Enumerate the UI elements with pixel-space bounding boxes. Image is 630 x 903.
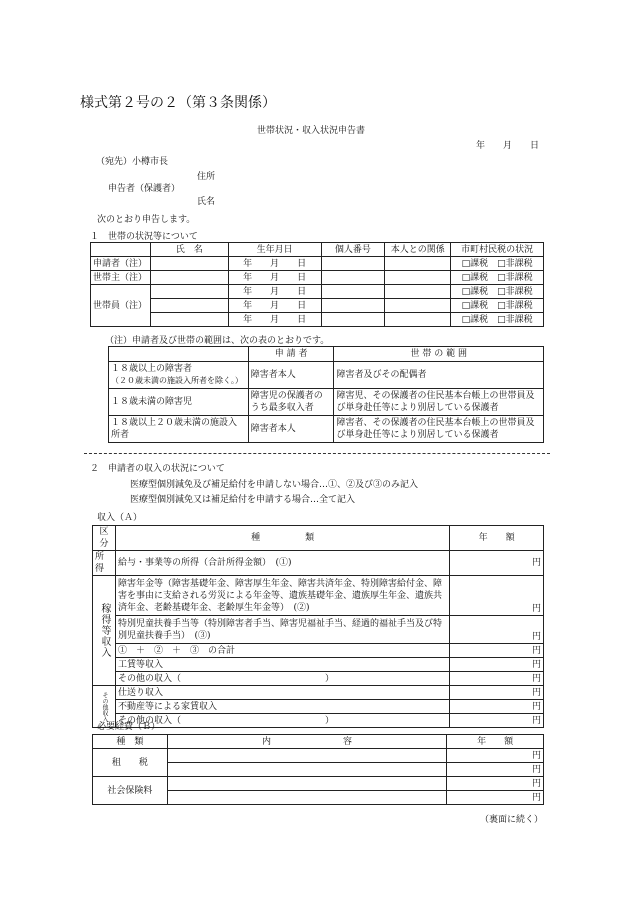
other-income-text: その他の収入（ ）: [115, 672, 449, 686]
shiokuri-text: 仕送り収入: [115, 686, 449, 700]
id-field[interactable]: [321, 271, 385, 285]
birthdate-field[interactable]: 年 月 日: [228, 299, 321, 313]
form-number: 様式第２号の２（第３条関係）: [80, 95, 276, 111]
birthdate-field[interactable]: 年 月 日: [228, 313, 321, 327]
amount-field[interactable]: 円: [447, 777, 544, 791]
tax-checkboxes[interactable]: □課税 □非課税: [451, 271, 544, 285]
document-title: 世帯状況・収入状況申告書: [257, 126, 366, 136]
date-line: 年 月 日: [476, 141, 540, 151]
intro-text: 次のとおり申告します。: [97, 215, 196, 225]
amount-field[interactable]: 円: [447, 763, 544, 777]
birthdate-field[interactable]: 年 月 日: [228, 271, 321, 285]
header-content: 内 容: [167, 735, 446, 749]
category-cell: １８歳未満の障害児: [109, 389, 249, 416]
header-kind: 種 類: [93, 735, 168, 749]
row-label: 申請者（注）: [91, 257, 151, 271]
amount-field[interactable]: 円: [450, 672, 544, 686]
tax-checkboxes[interactable]: □課税 □非課税: [451, 299, 544, 313]
relation-field[interactable]: [385, 299, 451, 313]
tax-checkboxes[interactable]: □課税 □非課税: [451, 257, 544, 271]
relation-field[interactable]: [385, 257, 451, 271]
household-table: [90, 242, 544, 327]
id-field[interactable]: [321, 285, 385, 299]
header-annual-amount: 年 額: [450, 526, 544, 551]
tax-label: 租 税: [93, 749, 168, 777]
allowance-text: 特別児童扶養手当等（特別障害者手当、障害児福祉手当、経過的福祉手当及び特別児童扶養手当） (③): [115, 616, 449, 644]
name-field[interactable]: [150, 285, 228, 299]
category-cell: [109, 362, 249, 389]
other-income-text: その他の収入（ ）: [115, 714, 449, 728]
income-table: [92, 525, 544, 728]
amount-field[interactable]: 円: [450, 658, 544, 672]
amount-field[interactable]: 円: [450, 551, 544, 576]
sonota-label: その他収入: [100, 691, 108, 722]
header-relation: 本人との関係: [385, 243, 451, 257]
name-field[interactable]: [150, 299, 228, 313]
id-field[interactable]: [321, 257, 385, 271]
tax-checkboxes[interactable]: □課税 □非課税: [451, 285, 544, 299]
header-name: 氏 名: [150, 243, 228, 257]
content-field[interactable]: [167, 749, 446, 763]
content-field[interactable]: [167, 777, 446, 791]
kasegi-label: 稼得等収入: [98, 603, 110, 658]
wage-text: 工賃等収入: [115, 658, 449, 672]
header-id-number: 個人番号: [321, 243, 385, 257]
content-field[interactable]: [167, 763, 446, 777]
header-scope: 世 帯 の 範 囲: [334, 347, 544, 362]
header-type: 種 類: [115, 526, 449, 551]
header-annual-amount: 年 額: [447, 735, 544, 749]
applicant-cell: 障害者本人: [248, 362, 334, 389]
amount-field[interactable]: 円: [450, 714, 544, 728]
amount-field[interactable]: 円: [447, 749, 544, 763]
continue-note: （裏面に続く）: [480, 815, 544, 825]
pension-text: 障害年金等（障害基礎年金、障害厚生年金、障害共済年金、特別障害給付金、障害を事由に支給される労災による年金等、遺族基礎年金、遺族厚生年金、遺族共済年金、老齢基礎年金、老齢厚生年金等） (②): [115, 576, 449, 616]
content-field[interactable]: [167, 791, 446, 805]
scope-cell: 障害児、その保護者の住民基本台帳上の世帯員及び単身赴任等により別居している保護者: [334, 389, 544, 416]
relation-field[interactable]: [385, 285, 451, 299]
name-field[interactable]: [150, 313, 228, 327]
name-field[interactable]: [150, 257, 228, 271]
income-caption: 収入（Ａ）: [97, 513, 143, 523]
expenses-table: [92, 734, 544, 805]
social-insurance-label: 社会保険料: [93, 777, 168, 805]
sum-text: ① ＋ ② ＋ ③ の合計: [115, 644, 449, 658]
amount-field[interactable]: 円: [450, 686, 544, 700]
header-category: 区分: [93, 526, 116, 551]
section1-heading: １ 世帯の状況等について: [90, 232, 198, 242]
applicant-label: 申告者（保護者）: [108, 184, 181, 194]
birthdate-field[interactable]: 年 月 日: [228, 257, 321, 271]
header-birthdate: 生年月日: [228, 243, 321, 257]
scope-cell: 障害者及びその配偶者: [334, 362, 544, 389]
dashed-divider: [84, 453, 550, 454]
id-field[interactable]: [321, 313, 385, 327]
amount-field[interactable]: 円: [450, 616, 544, 644]
id-field[interactable]: [321, 299, 385, 313]
rent-text: 不動産等による家賃収入: [115, 700, 449, 714]
shotoku-label: 所得: [93, 551, 116, 576]
relation-field[interactable]: [385, 271, 451, 285]
kasegi-label-cell: [93, 576, 116, 686]
category-sublabel: （２０歳未満の施設入所者を除く。）: [111, 376, 243, 385]
addressee: （宛先）小樽市長: [96, 157, 169, 167]
header-applicant: 申 請 者: [248, 347, 334, 362]
tax-checkboxes[interactable]: □課税 □非課税: [451, 313, 544, 327]
category-cell: １８歳以上２０歳未満の施設入所者: [109, 416, 249, 443]
section2-instruction-2: 医療型個別減免又は補足給付を申請する場合…全て記入: [130, 495, 356, 505]
relation-field[interactable]: [385, 313, 451, 327]
category-label: １８歳以上の障害者: [111, 364, 193, 374]
applicant-cell: 障害者本人: [248, 416, 334, 443]
header-tax-status: 市町村民税の状況: [451, 243, 544, 257]
birthdate-field[interactable]: 年 月 日: [228, 285, 321, 299]
note-text: （注）申請者及び世帯の範囲は、次の表のとおりです。: [105, 336, 330, 346]
name-field[interactable]: [150, 271, 228, 285]
amount-field[interactable]: 円: [450, 700, 544, 714]
shotoku-text: 給与・事業等の所得（合計所得金額） (①): [115, 551, 449, 576]
household-scope-table: [108, 346, 544, 443]
amount-field[interactable]: 円: [447, 791, 544, 805]
name-label: 氏名: [197, 197, 216, 207]
section2-heading: ２ 申請者の収入の状況について: [90, 464, 225, 474]
applicant-cell: 障害児の保護者のうち最多収入者: [248, 389, 334, 416]
section2-instruction-1: 医療型個別減免及び補足給付を申請しない場合…①、②及び③のみ記入: [130, 480, 419, 490]
scope-cell: 障害者、その保護者の住民基本台帳上の世帯員及び単身赴任等により別居している保護者: [334, 416, 544, 443]
address-label: 住所: [197, 172, 216, 182]
row-label: 世帯員（注）: [91, 285, 151, 327]
amount-field[interactable]: 円: [450, 576, 544, 616]
expenses-caption: 必要経費（Ｂ）: [97, 722, 161, 732]
amount-field[interactable]: 円: [450, 644, 544, 658]
row-label: 世帯主（注）: [91, 271, 151, 285]
